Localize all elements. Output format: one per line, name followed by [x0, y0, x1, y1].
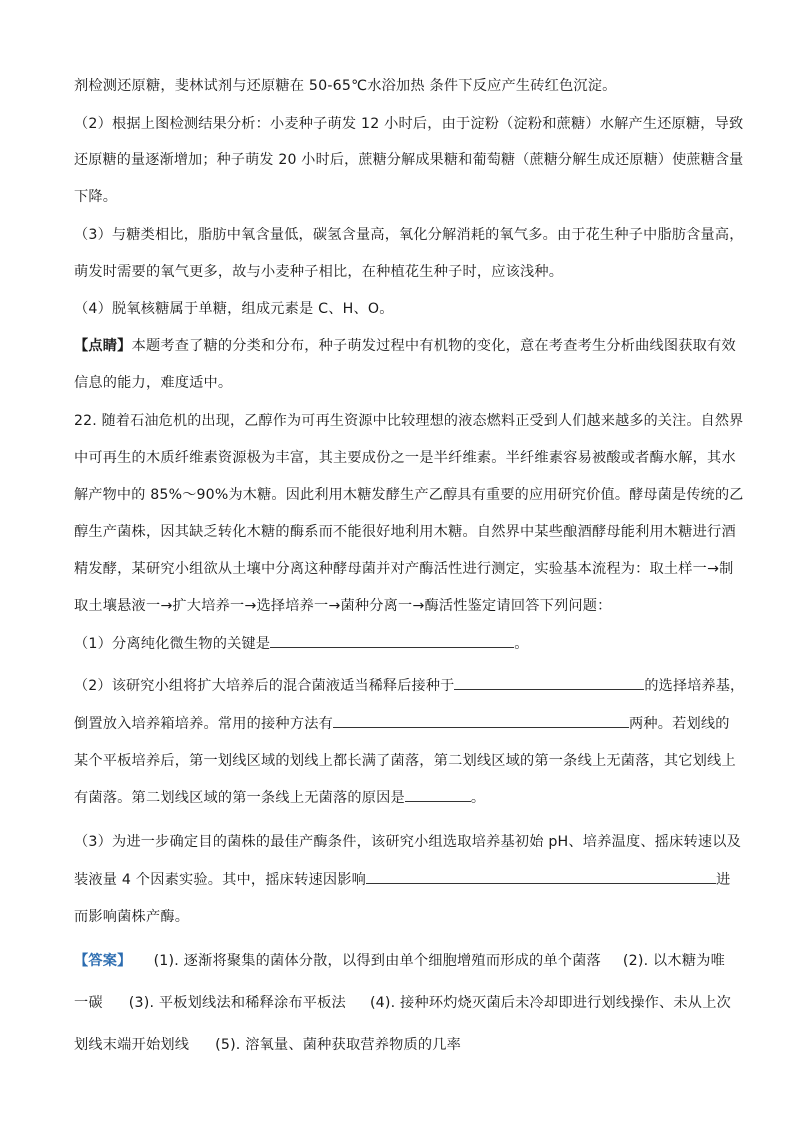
sub-question-2 [74, 713, 730, 733]
answer-item: (3). 平板划线法和稀释涂布平板法 [128, 995, 346, 1011]
comment-text: 本题考查了糖的分类和分布，种子萌发过程中有机物的变化，意在考查考生分析曲线图获取有效 [131, 338, 736, 354]
answer-line [74, 992, 731, 1012]
text-line: 下降。 [74, 189, 118, 205]
sub2-text: （2）该研究小组将扩大培养后的混合菌液适当稀释后接种于 [74, 678, 455, 694]
answer-item: 一碳 [74, 995, 103, 1011]
answer-item: (1). 逐渐将聚集的菌体分散，以得到由单个细胞增殖而形成的单个菌落 [153, 953, 601, 969]
answer-item: (5). 溶氧量、菌种获取营养物质的几率 [215, 1037, 462, 1053]
text-line: 还原糖的量逐渐增加；种子萌发 20 小时后，蔗糖分解成果糖和葡萄糖（蔗糖分解生成还原糖）使蔗糖含量 [74, 152, 744, 168]
question-line: 22. 随着石油危机的出现，乙醇作为可再生资源中比较理想的液态燃料正受到人们越来越多的关注。自然界 [74, 413, 744, 429]
sub3-text: 装液量 4 个因素实验。其中，摇床转速因影响 [74, 872, 367, 888]
answer-item: (2). 以木糖为唯 [622, 953, 725, 969]
sub1-text: （1）分离纯化微生物的关键是 [74, 636, 271, 652]
question-line: 取土壤悬液一→扩大培养一→选择培养一→菌种分离一→酶活性鉴定请回答下列问题： [74, 598, 612, 614]
answer-label: 【答案】 [74, 953, 132, 969]
text-line: （2）根据上图检测结果分析：小麦种子萌发 12 小时后，由于淀粉（淀粉和蔗糖）水解产生还原糖，导致 [74, 116, 744, 132]
answer-blank[interactable] [405, 787, 471, 802]
sub2-text: 倒置放入培养箱培养。常用的接种方法有 [74, 716, 333, 732]
answer-line [74, 950, 725, 970]
sub1-end: 。 [514, 636, 529, 652]
sub-question-1 [74, 633, 529, 653]
answer-blank[interactable] [270, 633, 514, 648]
text-line: （3）与糖类相比，脂肪中氧含量低，碳氢含量高，氧化分解消耗的氧气多。由于花生种子中脂肪含量高， [74, 227, 744, 243]
answer-blank[interactable] [366, 869, 716, 884]
sub-question-2: 某个平板培养后，第一划线区域的划线上都长满了菌落，第二划线区域的第一条线上无菌落，其它划线上 [74, 753, 736, 769]
comment-label: 【点睛】 [74, 338, 132, 354]
answer-blank[interactable] [454, 675, 644, 690]
question-line: 中可再生的木质纤维素资源极为丰富，其主要成份之一是半纤维素。半纤维素容易被酸或者酶水解，其水 [74, 450, 736, 466]
answer-item: (4). 接种环灼烧灭菌后未冷却即进行划线操作、未从上次 [369, 995, 731, 1011]
answer-line [74, 1034, 461, 1054]
text-line: 剂检测还原糖，斐林试剂与还原糖在 50-65℃水浴加热 条件下反应产生砖红色沉淀。 [74, 78, 617, 94]
sub-question-2 [74, 787, 485, 807]
question-line: 醇生产菌株，因其缺乏转化木糖的酶系而不能很好地利用木糖。自然界中某些酿酒酵母能利用木糖进行酒 [74, 524, 736, 540]
sub2-text: 。 [470, 790, 486, 806]
question-line: 解产物中的 85%～90%为木糖。因此利用木糖发酵生产乙醇具有重要的应用研究价值。酵母菌是传统的乙 [74, 487, 744, 503]
text-line: （4）脱氧核糖属于单糖，组成元素是 C、H、O。 [74, 301, 394, 317]
sub2-text: 有菌落。第二划线区域的第一条线上无菌落的原因是 [74, 790, 405, 806]
answer-blank[interactable] [333, 713, 629, 728]
sub2-text: 的选择培养基， [644, 678, 745, 694]
sub-question-3: 而影响菌株产酶。 [74, 909, 190, 925]
sub-question-3 [74, 869, 730, 889]
question-line: 精发酵，某研究小组欲从土壤中分离这种酵母菌并对产酶活性进行测定，实验基本流程为：取土样一→制 [74, 561, 734, 577]
sub-question-2 [74, 675, 744, 695]
sub2-text: 两种。若划线的 [628, 716, 730, 732]
sub-question-3: （3）为进一步确定目的菌株的最佳产酶条件，该研究小组选取培养基初始 pH、培养温度、摇床转速以及 [74, 834, 742, 850]
comment-line: 信息的能力，难度适中。 [74, 375, 233, 391]
text-line: 萌发时需要的氧气更多，故与小麦种子相比，在种植花生种子时，应该浅种。 [74, 264, 564, 280]
sub3-text: 进 [716, 872, 731, 888]
comment-line [74, 335, 736, 355]
answer-item: 划线末端开始划线 [74, 1037, 190, 1053]
